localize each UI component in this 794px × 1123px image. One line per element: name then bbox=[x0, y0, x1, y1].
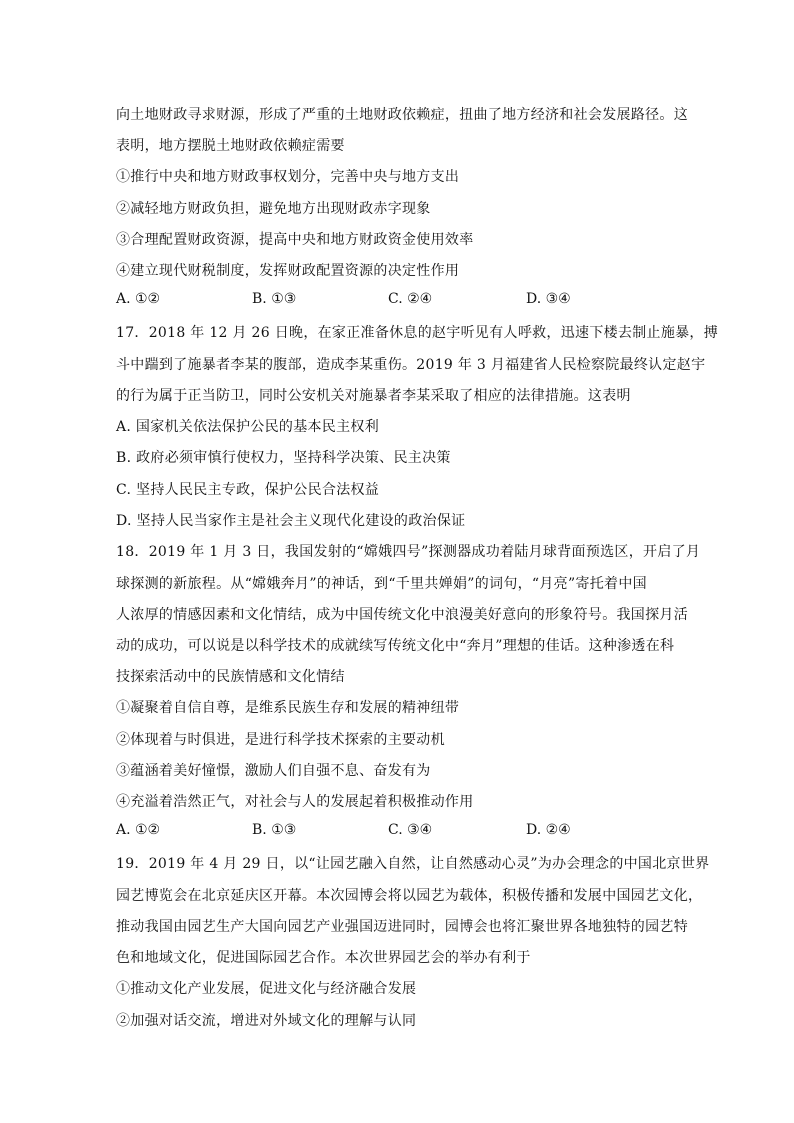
question-17-option-a[interactable]: A. 国家机关依法保护公民的基本民主权利 bbox=[116, 419, 380, 435]
question-19-text-line: 19．2019 年 4 月 29 日，以“让园艺融入自然，让自然感动心灵”为办会理念的中国北京世界 bbox=[116, 856, 710, 872]
question-16-text-line: 向土地财政寻求财源，形成了严重的土地财政依赖症，扭曲了地方经济和社会发展路径。这 bbox=[116, 107, 688, 123]
question-16-statement-3: ③合理配置财政资源，提高中央和地方财政资金使用效率 bbox=[116, 232, 474, 248]
question-18-options bbox=[116, 822, 596, 842]
question-17-option-c[interactable]: C. 坚持人民民主专政，保护公民合法权益 bbox=[116, 482, 380, 498]
question-18-text-line: 技探索活动中的民族情感和文化情结 bbox=[116, 669, 345, 685]
question-18-text-line: 球探测的新旅程。从“嫦娥奔月”的神话，到“千里共婵娟”的词句，“月亮”寄托着中国 bbox=[116, 576, 647, 592]
question-18-text-line: 18．2019 年 1 月 3 日，我国发射的“嫦娥四号”探测器成功着陆月球背面预选区，开启了月 bbox=[116, 544, 701, 560]
question-18-text-line: 人浓厚的情感因素和文化情结，成为中国传统文化中浪漫美好意向的形象符号。我国探月活 bbox=[116, 607, 688, 623]
question-16-text-line: 表明，地方摆脱土地财政依赖症需要 bbox=[116, 138, 345, 154]
question-17-option-d[interactable]: D. 坚持人民当家作主是社会主义现代化建设的政治保证 bbox=[116, 513, 466, 529]
question-18-option-c[interactable]: C. ③④ bbox=[388, 822, 433, 838]
question-16-statement-1: ①推行中央和地方财政事权划分，完善中央与地方支出 bbox=[116, 169, 460, 185]
question-17-text-line: 的行为属于正当防卫，同时公安机关对施暴者李某采取了相应的法律措施。这表明 bbox=[116, 388, 631, 404]
question-19-statement-1: ①推动文化产业发展，促进文化与经济融合发展 bbox=[116, 981, 417, 997]
question-19-text-line: 园艺博览会在北京延庆区开幕。本次园博会将以园艺为载体，积极传播和发展中国园艺文化， bbox=[116, 888, 703, 904]
question-17-text-line: 17．2018 年 12 月 26 日晚，在家正准备休息的赵宇听见有人呼救，迅速下楼去制止施暴，搏 bbox=[116, 325, 719, 341]
question-18-statement-1: ①凝聚着自信自尊，是维系民族生存和发展的精神纽带 bbox=[116, 700, 460, 716]
question-18-statement-4: ④充溢着浩然正气，对社会与人的发展起着积极推动作用 bbox=[116, 794, 474, 810]
question-16-option-a[interactable]: A. ①② bbox=[116, 291, 161, 307]
question-19-statement-2: ②加强对话交流，增进对外域文化的理解与认同 bbox=[116, 1013, 417, 1029]
question-18-option-b[interactable]: B. ①③ bbox=[252, 822, 297, 838]
question-19-text-line: 推动我国由园艺生产大国向园艺产业强国迈进同时，园博会也将汇聚世界各地独特的园艺特 bbox=[116, 919, 688, 935]
question-17-option-b[interactable]: B. 政府必须审慎行使权力，坚持科学决策、民主决策 bbox=[116, 450, 451, 466]
question-16-options bbox=[116, 291, 596, 311]
question-16-option-b[interactable]: B. ①③ bbox=[252, 291, 297, 307]
question-17-text-line: 斗中踹到了施暴者李某的腹部，造成李某重伤。2019 年 3 月福建省人民检察院最终认定赵宇 bbox=[116, 357, 706, 373]
question-18-statement-3: ③蕴涵着美好憧憬，激励人们自强不息、奋发有为 bbox=[116, 763, 431, 779]
question-18-option-d[interactable]: D. ②④ bbox=[526, 822, 571, 838]
question-19-text-line: 色和地域文化，促进国际园艺合作。本次世界园艺会的举办有利于 bbox=[116, 950, 531, 966]
question-18-statement-2: ②体现着与时俱进，是进行科学技术探索的主要动机 bbox=[116, 732, 445, 748]
question-18-text-line: 动的成功，可以说是以科学技术的成就续写传统文化中“奔月”理想的佳话。这种渗透在科 bbox=[116, 638, 675, 654]
question-16-statement-2: ②减轻地方财政负担，避免地方出现财政赤字现象 bbox=[116, 201, 431, 217]
question-16-statement-4: ④建立现代财税制度，发挥财政配置资源的决定性作用 bbox=[116, 263, 460, 279]
question-16-option-c[interactable]: C. ②④ bbox=[388, 291, 433, 307]
question-16-option-d[interactable]: D. ③④ bbox=[526, 291, 571, 307]
question-18-option-a[interactable]: A. ①② bbox=[116, 822, 161, 838]
